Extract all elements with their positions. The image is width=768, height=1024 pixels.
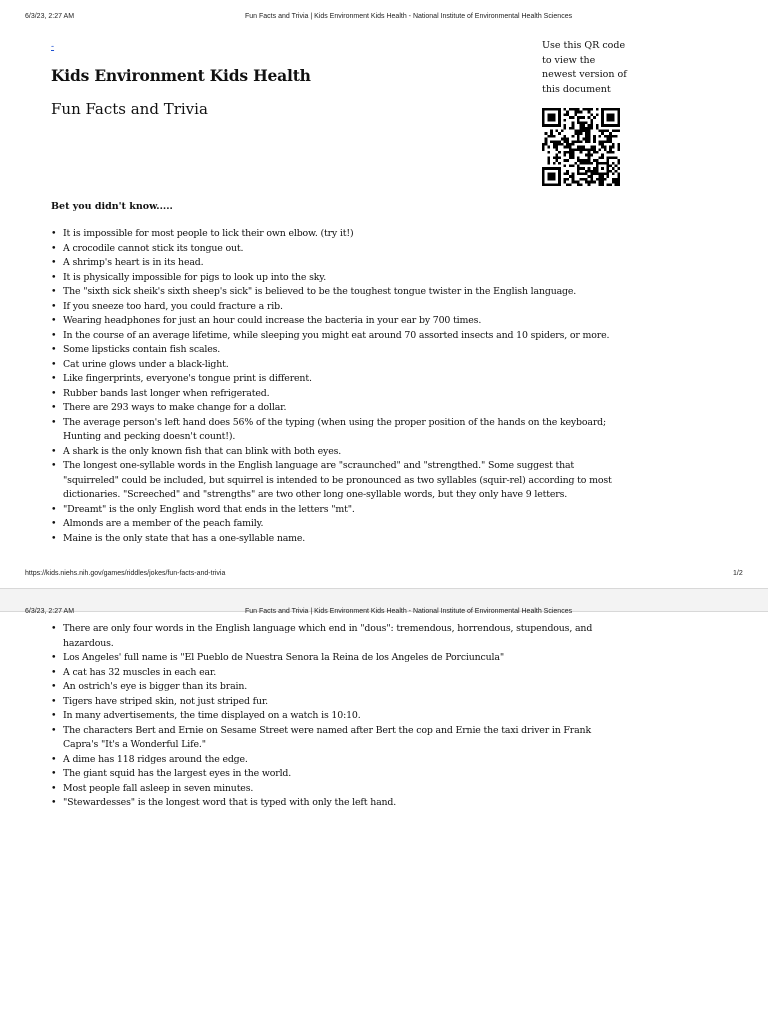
list-item: • A shark is the only known fish that can blink with both eyes. <box>51 445 626 460</box>
list-item: • The characters Bert and Ernie on Sesame Street were named after Bert the cop and Ernie the taxi driver in Frank Capra's "It's a Wonderful Life." <box>51 724 626 753</box>
site-title: Kids Environment Kids Health <box>51 66 311 85</box>
list-item: • Like fingerprints, everyone's tongue print is different. <box>51 372 626 387</box>
print-header-title-2: Fun Facts and Trivia | Kids Environment Kids Health - National Institute of Environmental Health Sciences <box>245 608 573 615</box>
list-item: • An ostrich's eye is bigger than its brain. <box>51 680 626 695</box>
list-item: • Almonds are a member of the peach family. <box>51 517 626 532</box>
list-item: • Wearing headphones for just an hour could increase the bacteria in your ear by 700 times. <box>51 314 626 329</box>
list-item: • The "sixth sick sheik's sixth sheep's sick" is believed to be the toughest tongue twister in the English language. <box>51 285 626 300</box>
print-header-date-2: 6/3/23, 2:27 AM <box>25 608 75 615</box>
print-header-title: Fun Facts and Trivia | Kids Environment Kids Health - National Institute of Environmental Health Sciences <box>245 13 573 20</box>
list-item: • Rubber bands last longer when refrigerated. <box>51 387 626 402</box>
list-item: • "Dreamt" is the only English word that ends in the letters "mt". <box>51 503 626 518</box>
list-item: • Los Angeles' full name is "El Pueblo de Nuestra Senora la Reina de los Angeles de Porciuncula" <box>51 651 626 666</box>
list-item: • A cat has 32 muscles in each ear. <box>51 666 626 681</box>
print-footer-url: https://kids.niehs.nih.gov/games/riddles/jokes/fun-facts-and-trivia <box>25 570 226 577</box>
list-item: • A shrimp's heart is in its head. <box>51 256 626 271</box>
list-item: • A crocodile cannot stick its tongue out. <box>51 242 626 257</box>
list-item: • There are only four words in the English language which end in "dous": tremendous, horrendous, stupendous, and hazardous. <box>51 622 626 651</box>
list-item: • The giant squid has the largest eyes in the world. <box>51 767 626 782</box>
list-item: • It is impossible for most people to lick their own elbow. (try it!) <box>51 227 626 242</box>
list-item: • It is physically impossible for pigs to look up into the sky. <box>51 271 626 286</box>
list-item: • Cat urine glows under a black-light. <box>51 358 626 373</box>
list-item: • Maine is the only state that has a one-syllable name. <box>51 532 626 547</box>
page-title: Fun Facts and Trivia <box>51 100 208 118</box>
list-item: • In many advertisements, the time displayed on a watch is 10:10. <box>51 709 626 724</box>
facts-list-continued <box>51 622 626 811</box>
list-item: • There are 293 ways to make change for a dollar. <box>51 401 626 416</box>
print-header-date: 6/3/23, 2:27 AM <box>25 13 75 20</box>
list-item: • In the course of an average lifetime, while sleeping you might eat around 70 assorted insects and 10 spiders, or more. <box>51 329 626 344</box>
print-footer-page: 1/2 <box>733 570 743 577</box>
list-item: • Some lipsticks contain fish scales. <box>51 343 626 358</box>
facts-list <box>51 227 626 546</box>
qr-caption: Use this QR code to view the newest version of this document <box>542 40 627 95</box>
list-item: • If you sneeze too hard, you could fracture a rib. <box>51 300 626 315</box>
list-item: • Tigers have striped skin, not just striped fur. <box>51 695 626 710</box>
subheading: Bet you didn't know..... <box>51 201 173 212</box>
list-item: • Most people fall asleep in seven minutes. <box>51 782 626 797</box>
qr-code <box>542 108 620 186</box>
list-item: • A dime has 118 ridges around the edge. <box>51 753 626 768</box>
list-item: • The longest one-syllable words in the English language are "scraunched" and "strengthed." Some suggest that "squirreled" could be included, but squirrel is intended to be pronounced as two syllables (squir-rel) according to most dictionaries. "Screeched" and "strengths" are two other long one-syllable words, but they only have 9 letters. <box>51 459 626 503</box>
list-item: • "Stewardesses" is the longest word that is typed with only the left hand. <box>51 796 626 811</box>
back-link[interactable]: - <box>51 42 55 52</box>
list-item: • The average person's left hand does 56% of the typing (when using the proper position of the hands on the keyboard; Hunting and pecking doesn't count!). <box>51 416 626 445</box>
